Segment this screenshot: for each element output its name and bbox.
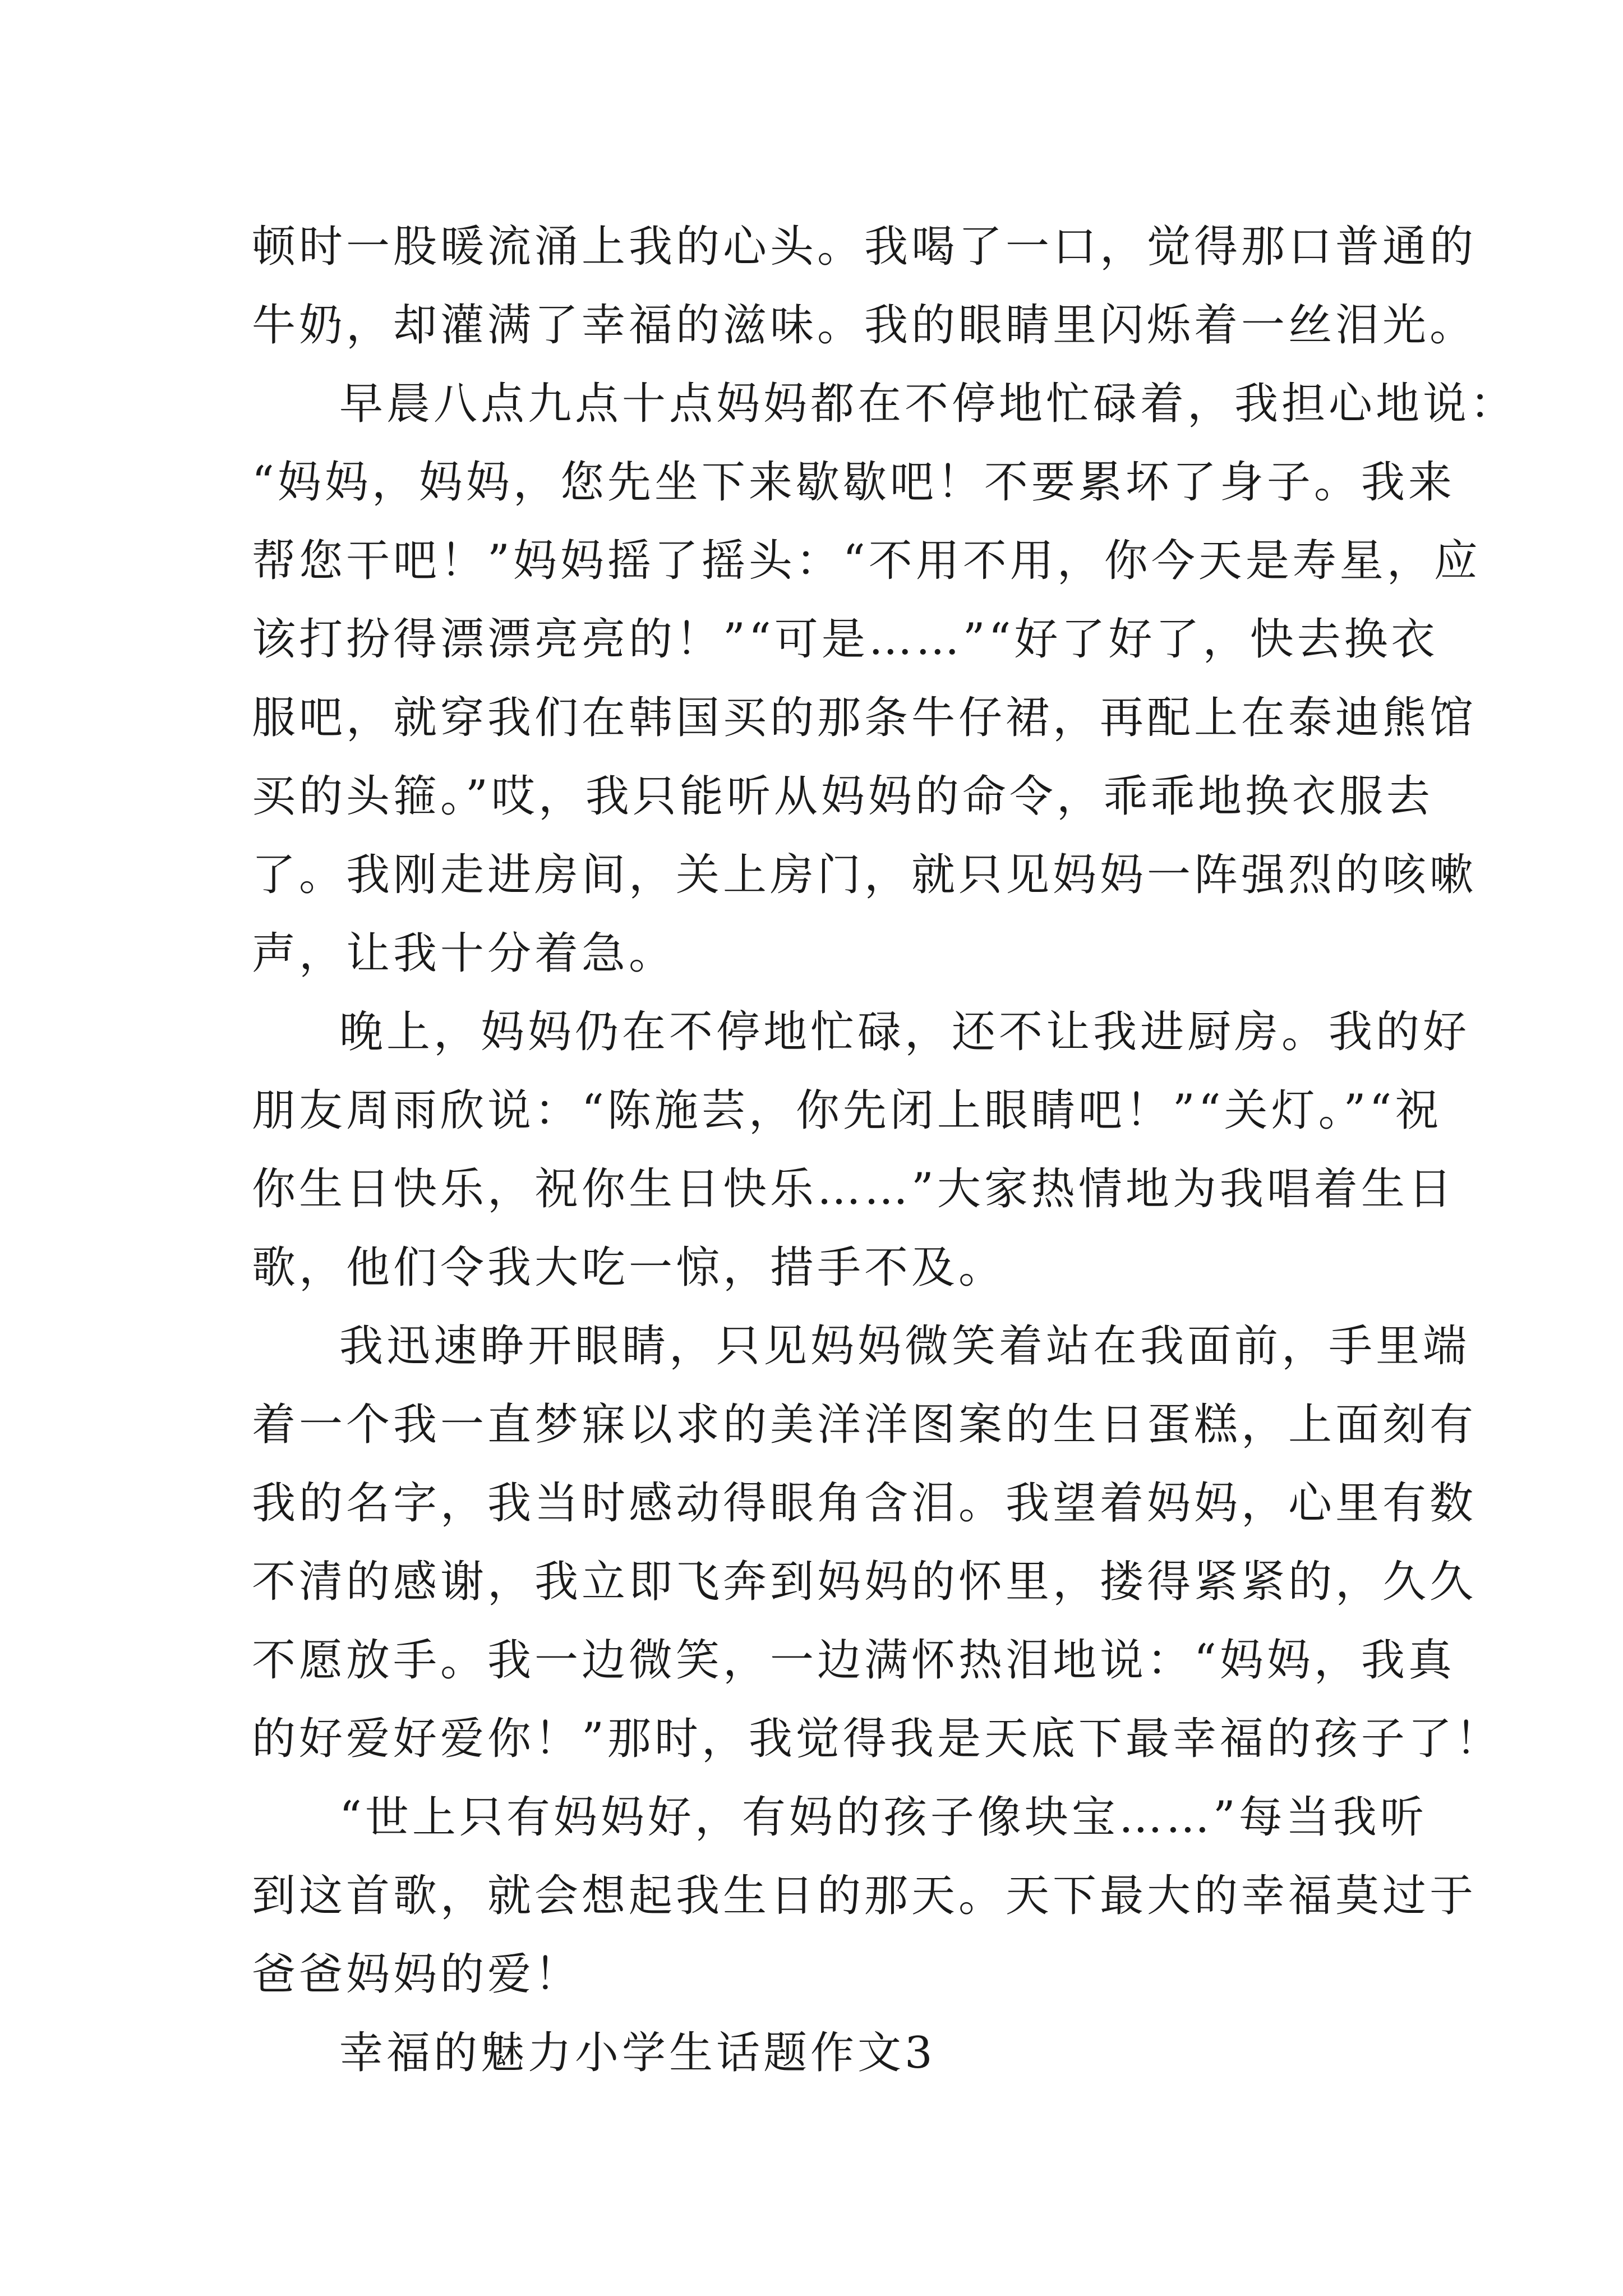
text-line: 服吧，就穿我们在韩国买的那条牛仔裙，再配上在泰迪熊馆 [252, 693, 1477, 743]
text-line: 了。我刚走进房间，关上房门，就只见妈妈一阵强烈的咳嗽 [252, 850, 1477, 900]
text-line: 帮您干吧！”妈妈摇了摇头：“不用不用，你今天是寿星，应 [252, 536, 1481, 586]
text-line: 着一个我一直梦寐以求的美洋洋图案的生日蛋糕，上面刻有 [252, 1400, 1477, 1450]
text-line: 朋友周雨欣说：“陈施芸，你先闭上眼睛吧！”“关灯。”“祝 [252, 1085, 1442, 1136]
text-line: 我的名字，我当时感动得眼角含泪。我望着妈妈，心里有数 [252, 1478, 1477, 1529]
paragraph-start-line: 晚上，妈妈仍在不停地忙碌，还不让我进厨房。我的好 [339, 1007, 1470, 1057]
text-line: 歌，他们令我大吃一惊，措手不及。 [252, 1243, 1006, 1293]
section-heading: 幸福的魅力小学生话题作文3 [339, 2028, 936, 2078]
text-line: 的好爱好爱你！”那时，我觉得我是天底下最幸福的孩子了！ [252, 1714, 1502, 1764]
paragraph-start-line: 早晨八点九点十点妈妈都在不停地忙碌着，我担心地说： [339, 379, 1518, 429]
text-line: 声，让我十分着急。 [252, 928, 676, 979]
text-line: 你生日快乐，祝你生日快乐……”大家热情地为我唱着生日 [252, 1164, 1455, 1214]
text-line: 买的头箍。”哎，我只能听从妈妈的命令，乖乖地换衣服去 [252, 771, 1433, 822]
text-line: 爸爸妈妈的爱！ [252, 1949, 582, 2000]
text-line: 不清的感谢，我立即飞奔到妈妈的怀里，搂得紧紧的，久久 [252, 1557, 1477, 1607]
document-body [252, 208, 1518, 2092]
paragraph-start-line: “世上只有妈妈好，有妈的孩子像块宝……”每当我听 [339, 1792, 1427, 1843]
text-line: “妈妈，妈妈，您先坐下来歇歇吧！不要累坏了身子。我来 [252, 457, 1455, 508]
text-line: 不愿放手。我一边微笑，一边满怀热泪地说：“妈妈，我真 [252, 1635, 1455, 1686]
text-line: 顿时一股暖流涌上我的心头。我喝了一口，觉得那口普通的 [252, 222, 1477, 272]
text-line: 牛奶，却灌满了幸福的滋味。我的眼睛里闪烁着一丝泪光。 [252, 300, 1477, 351]
paragraph-start-line: 我迅速睁开眼睛，只见妈妈微笑着站在我面前，手里端 [339, 1321, 1470, 1372]
text-line: 到这首歌，就会想起我生日的那天。天下最大的幸福莫过于 [252, 1871, 1477, 1921]
text-line: 该打扮得漂漂亮亮的！”“可是……”“好了好了，快去换衣 [252, 614, 1438, 665]
